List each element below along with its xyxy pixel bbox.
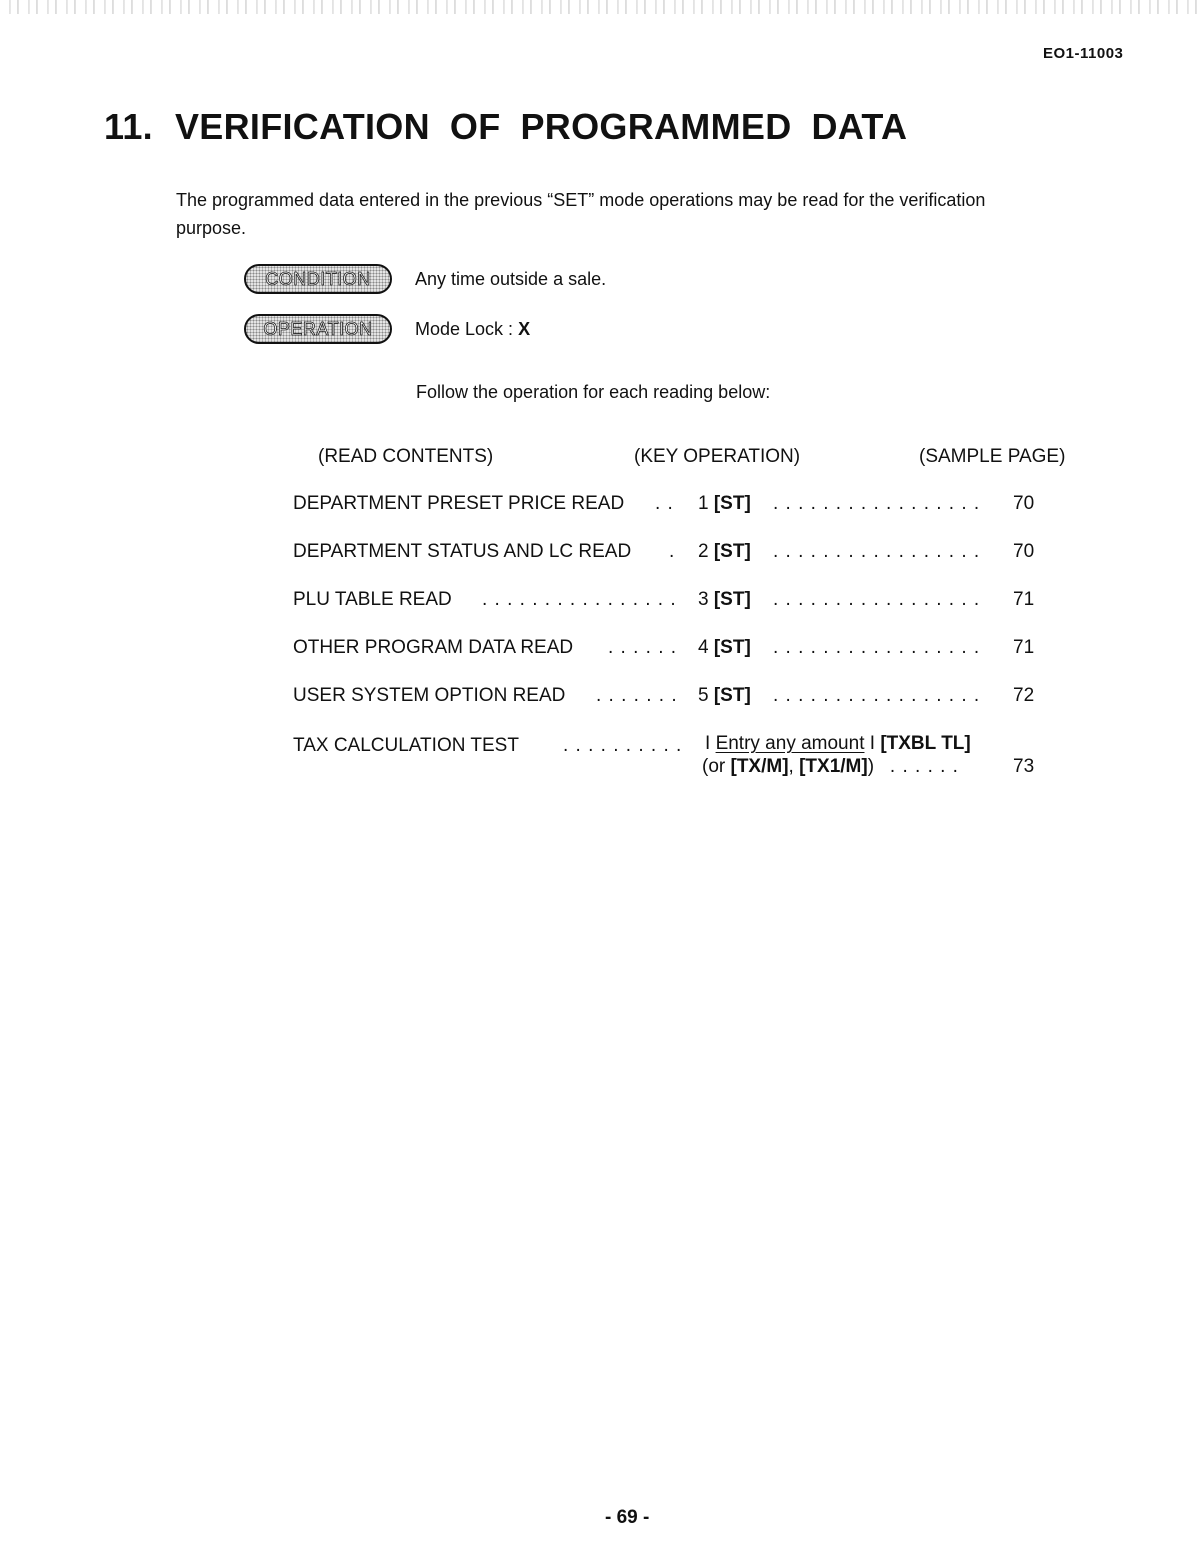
column-header-sample-page: (SAMPLE PAGE) <box>919 446 1066 467</box>
row-key-operation <box>698 541 751 563</box>
table-row <box>293 685 1053 711</box>
key-number: 1 <box>698 493 709 514</box>
key-name: [TX/M] <box>730 756 789 777</box>
leader-dots: . <box>669 541 676 562</box>
operation-text-label: Mode Lock : <box>415 319 519 339</box>
leader-dots: . . . . . . . . . . . . . . . . <box>482 589 677 610</box>
row-sample-page: 71 <box>1013 637 1035 658</box>
condition-badge <box>244 264 392 294</box>
key-name: [TXBL TL] <box>880 733 971 754</box>
column-header-key-operation: (KEY OPERATION) <box>634 446 801 467</box>
row-sample-page: 73 <box>1013 756 1035 777</box>
operation-badge <box>244 314 392 344</box>
leader-dots: . . . . . . . . . . . . . . . . . <box>773 493 981 514</box>
leader-dots: . . . . . . . . . . <box>563 735 683 756</box>
leader-dots: . . . . . . <box>889 756 959 777</box>
row-read-contents: OTHER PROGRAM DATA READ <box>293 637 574 658</box>
section-heading <box>104 106 907 148</box>
heading-word: PROGRAMMED <box>520 106 792 147</box>
row-read-contents: USER SYSTEM OPTION READ <box>293 685 566 706</box>
leader-dots: . . . . . . . . . . . . . . . . . <box>773 541 981 562</box>
key-name: [ST] <box>713 589 751 610</box>
mode-lock-value: X <box>518 319 531 339</box>
key-number: 2 <box>698 541 709 562</box>
table-row <box>293 637 1053 663</box>
leader-dots: . . . . . . . . . . . . . . . . . <box>773 637 981 658</box>
follow-instruction: Follow the operation for each reading below: <box>416 382 771 402</box>
row-sample-page: 70 <box>1013 541 1035 562</box>
comma: , <box>788 756 800 777</box>
row-read-contents: PLU TABLE READ <box>293 589 452 610</box>
row-key-operation <box>698 589 751 611</box>
heading-word: DATA <box>811 106 908 147</box>
row-sample-page: 72 <box>1013 685 1035 706</box>
row-sample-page: 71 <box>1013 589 1035 610</box>
condition-badge-label: CONDITION <box>265 268 371 289</box>
row-key-operation <box>698 685 751 707</box>
leader-dots: . . . . . . <box>608 637 678 658</box>
tax-key-operation-line1 <box>705 733 971 755</box>
intro-paragraph: The programmed data entered in the previous “SET” mode operations may be read for the verification purpose. <box>176 190 986 238</box>
operation-text <box>415 319 530 340</box>
key-number: 3 <box>698 589 709 610</box>
entry-bar: I <box>869 733 876 754</box>
key-name: [TX1/M] <box>799 756 868 777</box>
leader-dots: . . . . . . . <box>596 685 678 706</box>
key-number: 4 <box>698 637 709 658</box>
table-row <box>293 541 1053 567</box>
leader-dots: . . <box>655 493 674 514</box>
table-row <box>293 493 1053 519</box>
operation-badge-label: OPERATION <box>263 318 373 339</box>
column-header-read-contents: (READ CONTENTS) <box>318 446 494 467</box>
key-name: [ST] <box>713 541 751 562</box>
entry-amount: Entry any amount <box>715 733 865 754</box>
key-number: 5 <box>698 685 709 706</box>
page-number: - 69 - <box>605 1507 650 1528</box>
row-key-operation <box>698 493 751 515</box>
close-paren: ) <box>867 756 875 777</box>
leader-dots: . . . . . . . . . . . . . . . . . <box>773 589 981 610</box>
row-key-operation <box>698 637 751 659</box>
document-id: EO1-11003 <box>1043 45 1124 62</box>
tax-key-operation-line2 <box>702 756 959 778</box>
condition-text: Any time outside a sale. <box>415 269 607 289</box>
or-label: (or <box>702 756 731 777</box>
heading-word: VERIFICATION <box>174 106 430 147</box>
table-row <box>293 589 1053 615</box>
heading-word: OF <box>449 106 501 147</box>
entry-bar: I <box>705 733 711 754</box>
row-read-contents: DEPARTMENT STATUS AND LC READ <box>293 541 632 562</box>
scan-edge-artifact <box>0 0 1202 14</box>
row-read-contents: TAX CALCULATION TEST <box>293 735 519 756</box>
row-read-contents: DEPARTMENT PRESET PRICE READ <box>293 493 625 514</box>
key-name: [ST] <box>713 493 751 514</box>
leader-dots: . . . . . . . . . . . . . . . . . <box>773 685 981 706</box>
key-name: [ST] <box>713 637 751 658</box>
row-sample-page: 70 <box>1013 493 1035 514</box>
section-number: 11. <box>104 106 153 147</box>
key-name: [ST] <box>713 685 751 706</box>
